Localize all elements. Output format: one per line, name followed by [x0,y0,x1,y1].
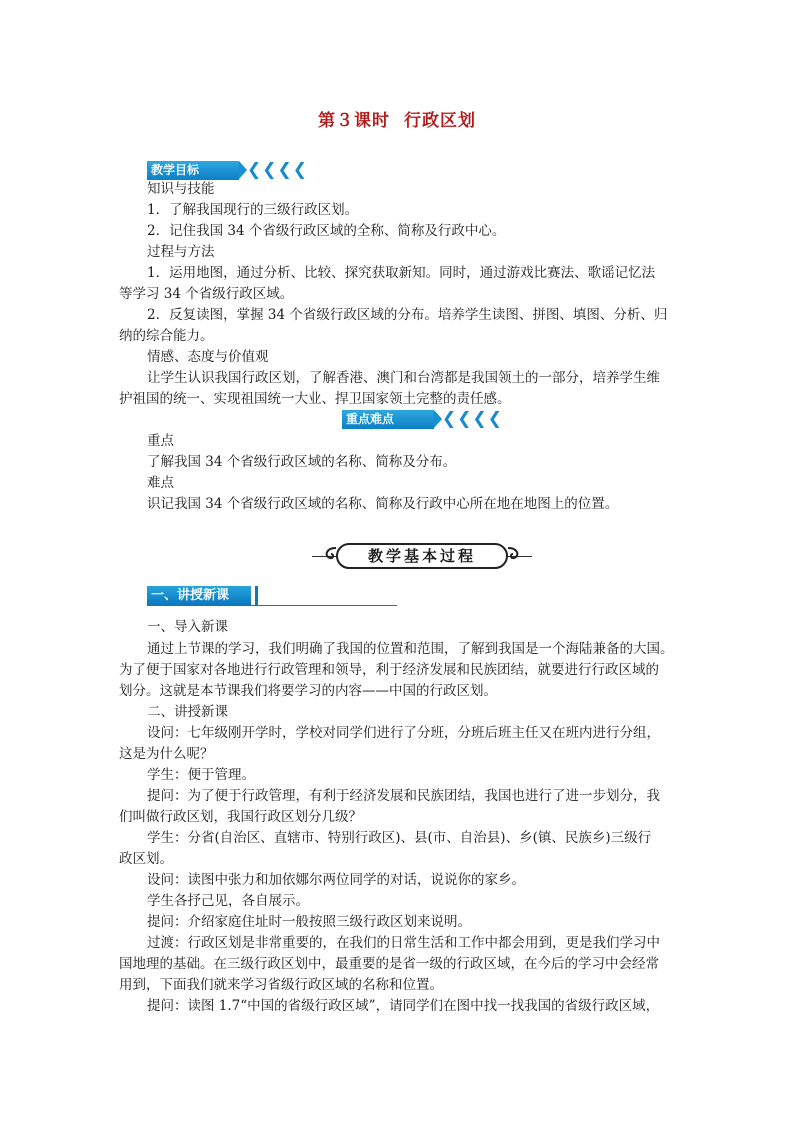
section-header [147,586,397,606]
goals-heading-process: 过程与方法 [147,244,215,260]
goal-process-1b: 等学习 34 个省级行政区域。 [119,286,294,302]
swirl-right-icon [506,546,522,566]
section-pipe [255,586,258,605]
goal-knowledge-1: 1．了解我国现行的三级行政区划。 [147,202,359,218]
body-line: 设问：读图中张力和加依娜尔两位同学的对话，说说你的家乡。 [147,872,525,888]
body-line: 国地理的基础。在三级行政区划中，最重要的是省一级的行政区域，在今后的学习中会经常 [119,956,659,972]
goals-heading-knowledge: 知识与技能 [147,181,215,197]
teaching-goals-label: 教学目标 [147,161,239,180]
body-line: 学生：便于管理。 [147,767,255,783]
goals-heading-attitude: 情感、态度与价值观 [147,349,269,365]
process-banner [312,540,532,572]
goal-attitude-1a: 让学生认识我国行政区划，了解香港、澳门和台湾都是我国领土的一部分，培养学生维 [147,370,660,386]
goal-knowledge-2: 2．记住我国 34 个省级行政区域的全称、简称及行政中心。 [147,223,506,239]
body-line: 通过上节课的学习，我们明确了我国的位置和范围，了解到我国是一个海陆兼备的大国。 [147,641,674,657]
body-line: 为了便于国家对各地进行行政管理和领导，利于经济发展和民族团结，就要进行行政区域的 [119,662,659,678]
chevrons-icon: ❮❮❮❮ [442,409,503,429]
lesson-title [0,106,794,131]
body-line: 政区划。 [119,851,173,867]
key-points-label: 重点难点 [342,410,434,429]
body-line: 学生：分省(自治区、直辖市、特别行政区)、县(市、自治县)、乡(镇、民族乡)三级行 [147,830,652,846]
body-line: 提问：介绍家庭住址时一般按照三级行政区划来说明。 [147,914,471,930]
difficulty-text: 识记我国 34 个省级行政区域的名称、简称及行政中心所在地在地图上的位置。 [147,496,619,512]
body-line: 们叫做行政区划，我国行政区划分几级？ [119,809,362,825]
lesson-topic: 行政区划 [404,111,476,131]
goal-process-2a: 2．反复读图，掌握 34 个省级行政区域的分布。培养学生读图、拼图、填图、分析、归 [147,307,668,323]
body-line: 用到，下面我们就来学习省级行政区域的名称和位置。 [119,977,443,993]
body-line: 过渡：行政区划是非常重要的，在我们的日常生活和工作中都会用到，更是我们学习中 [147,935,660,951]
lesson-number: 第３课时 [318,111,390,131]
difficulty-heading: 难点 [147,475,174,491]
banner-title: 教学基本过程 [336,543,508,569]
body-line: 提问：读图 1.7“中国的省级行政区域”，请同学们在图中找一找我国的省级行政区域， [147,998,660,1014]
body-line: 一、导入新课 [147,619,228,635]
section-title: 一、讲授新课 [147,586,251,605]
key-heading: 重点 [147,433,174,449]
goal-process-1a: 1．运用地图，通过分析、比较、探究获取新知。同时，通过游戏比赛法、歌谣记忆法 [147,265,656,281]
body-line: 划分。这就是本节课我们将要学习的内容——中国的行政区划。 [119,683,497,699]
section-underline [147,605,397,606]
key-text: 了解我国 34 个省级行政区域的名称、简称及分布。 [147,454,457,470]
body-line: 提问：为了便于行政管理，有利于经济发展和民族团结，我国也进行了进一步划分，我 [147,788,660,804]
chevrons-icon: ❮❮❮❮ [247,160,308,180]
body-line: 学生各抒己见，各自展示。 [147,893,309,909]
body-line: 设问：七年级刚开学时，学校对同学们进行了分班，分班后班主任又在班内进行分组， [147,725,660,741]
body-line: 二、讲授新课 [147,704,228,720]
goal-attitude-1b: 护祖国的统一、实现祖国统一大业、捍卫国家领土完整的责任感。 [119,391,511,407]
body-line: 这是为什么呢？ [119,746,214,762]
goal-process-2b: 纳的综合能力。 [119,328,214,344]
